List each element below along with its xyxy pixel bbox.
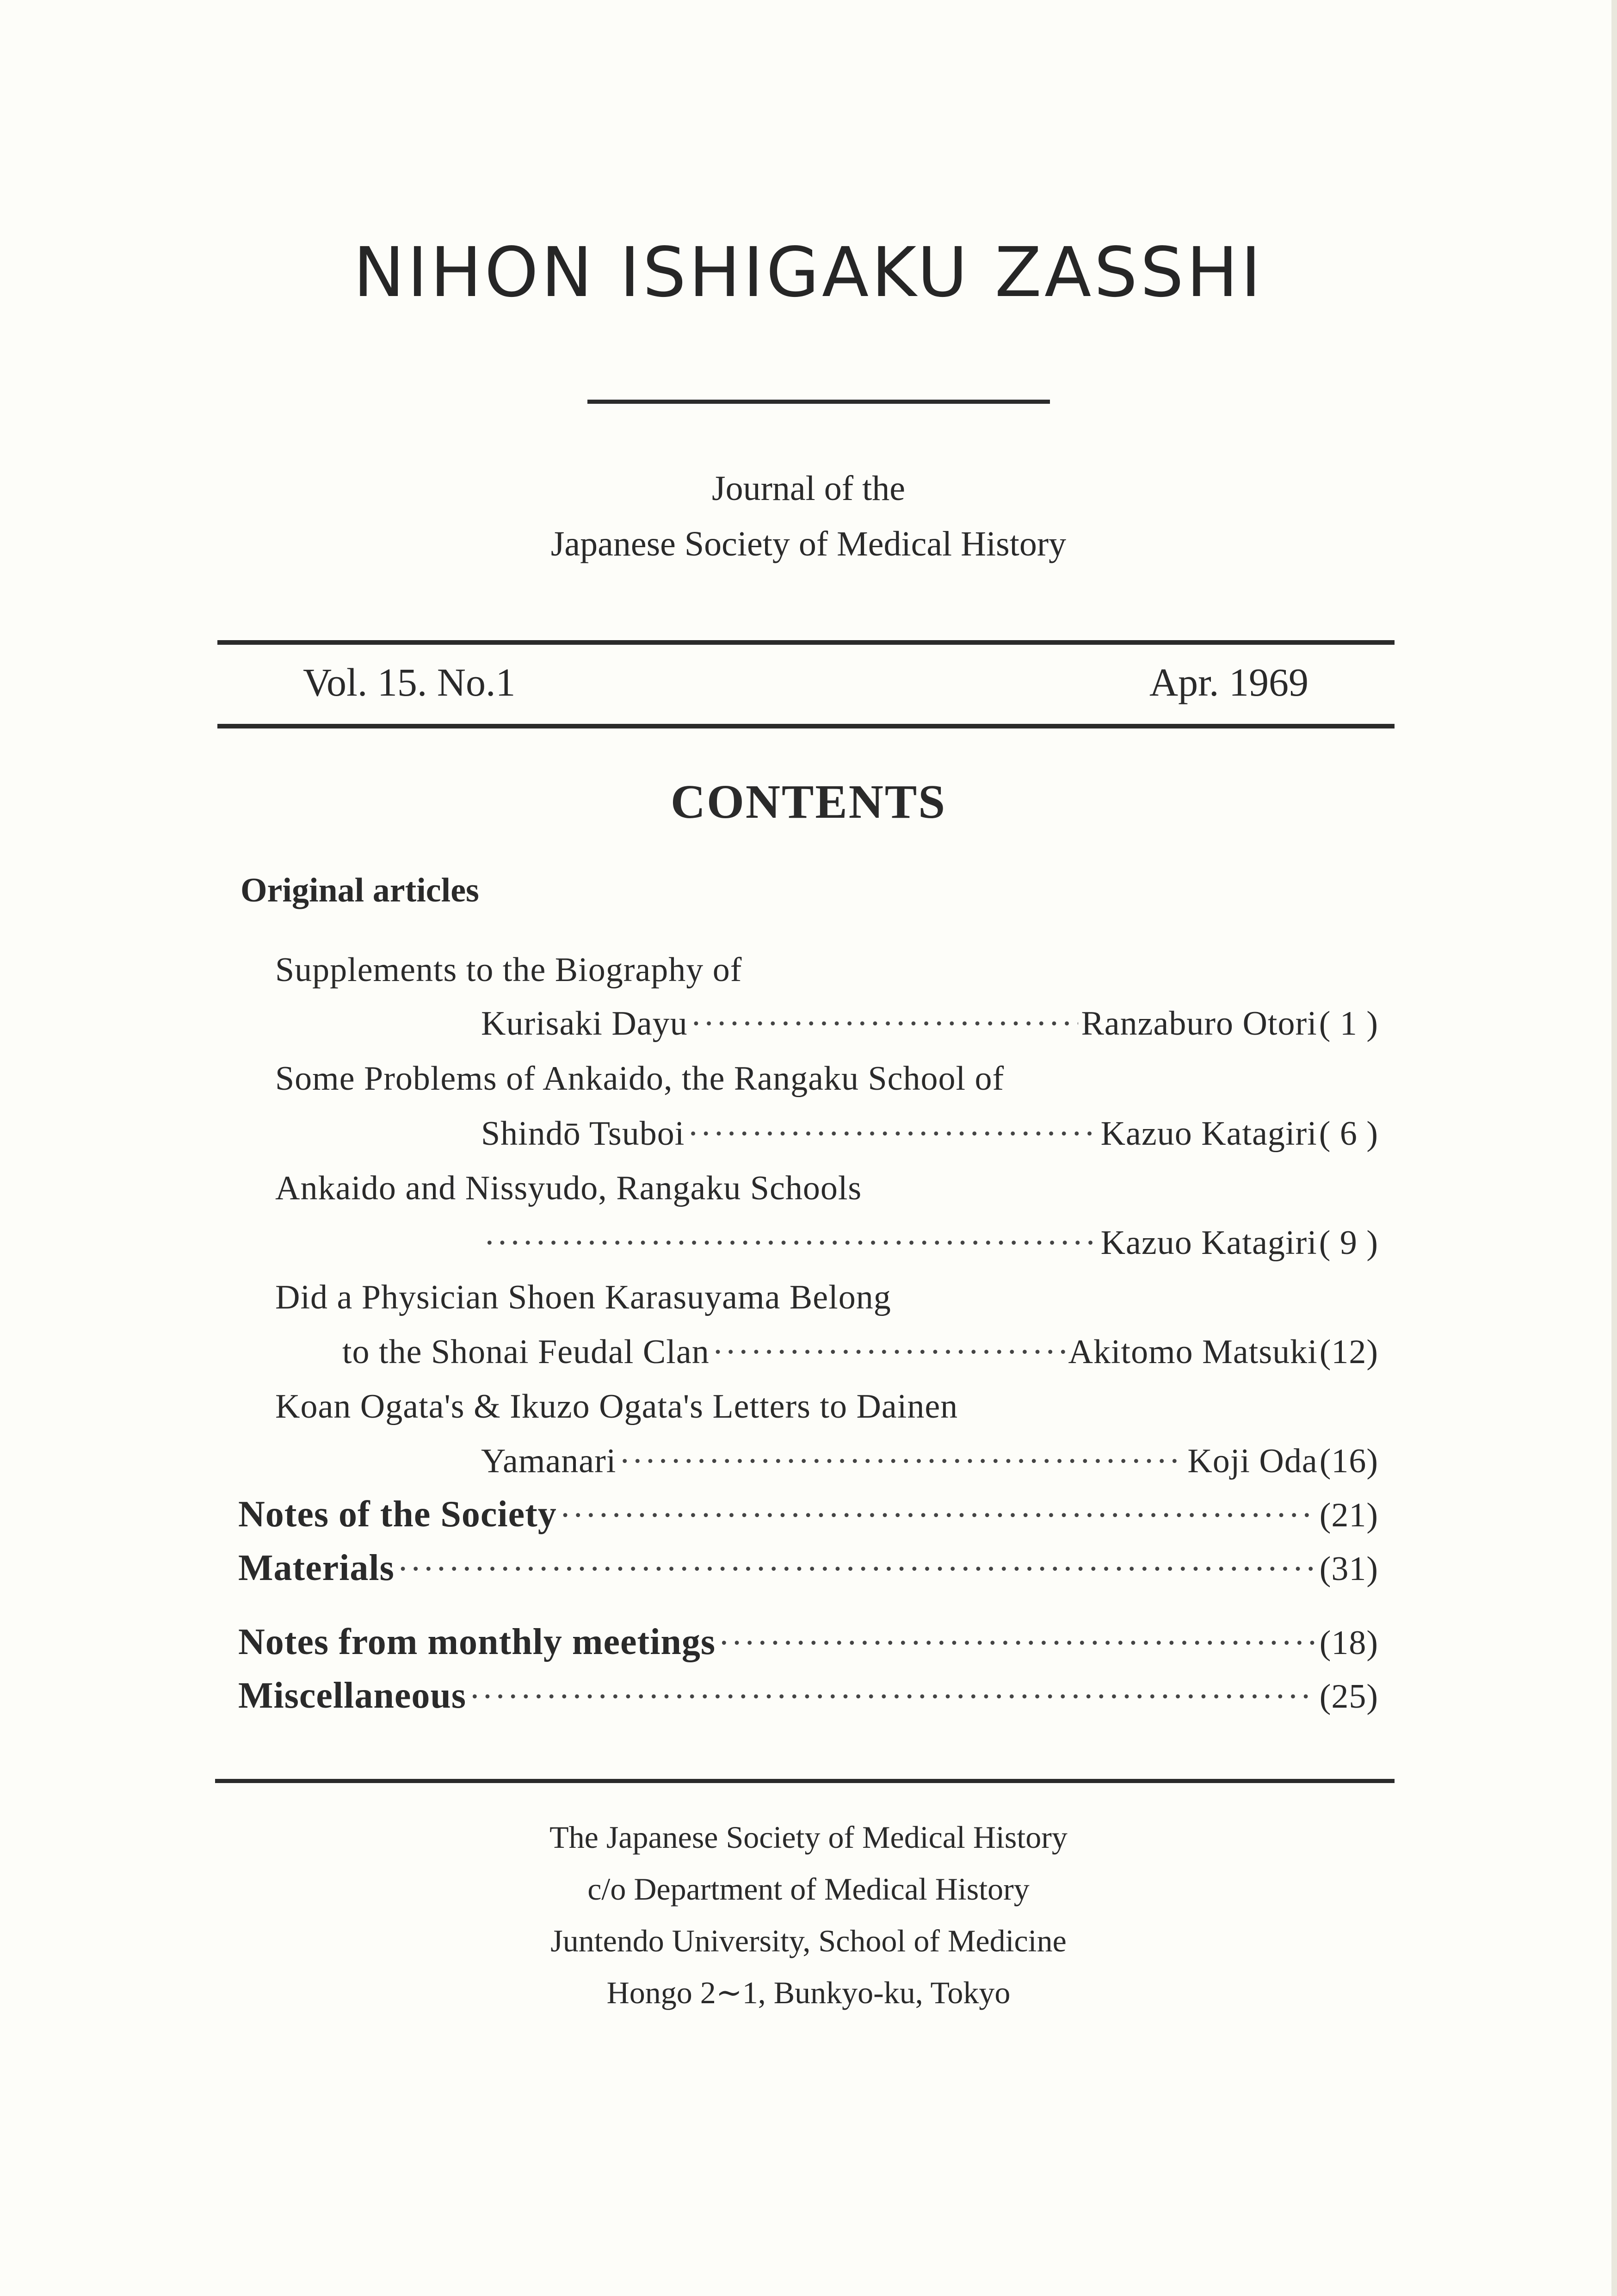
article-title-line2: Shindō Tsuboi xyxy=(481,1115,685,1153)
journal-subtitle-line1: Journal of the xyxy=(712,469,905,508)
dot-leader xyxy=(687,1117,1098,1151)
toc-article-entry xyxy=(481,1117,1378,1158)
toc-section-entry xyxy=(238,1549,1378,1591)
issue-rule-top xyxy=(217,640,1395,645)
publisher-university: Juntendo University, School of Medicine xyxy=(550,1923,1067,1958)
toc-section-entry xyxy=(238,1496,1378,1537)
article-author: Kazuo Katagiri xyxy=(1100,1115,1317,1153)
dot-leader xyxy=(484,1226,1098,1260)
article-page: ( 6 ) xyxy=(1319,1115,1378,1153)
journal-title: NIHON ISHIGAKU ZASSHI xyxy=(353,233,1264,312)
contents-heading: CONTENTS xyxy=(670,775,947,828)
dot-leader xyxy=(469,1679,1315,1714)
toc-article-title xyxy=(275,1062,1004,1103)
article-title-line1: Did a Physician Shoen Karasuyama Belong xyxy=(275,1278,891,1316)
title-divider xyxy=(587,400,1050,404)
toc-article-entry xyxy=(342,1335,1378,1376)
toc-article-entry xyxy=(481,1006,1378,1048)
article-title-line2: Yamanari xyxy=(481,1442,617,1480)
section-label: Notes from monthly meetings xyxy=(238,1622,716,1662)
section-label: Miscellaneous xyxy=(238,1675,466,1716)
toc-article-entry xyxy=(481,1444,1378,1486)
toc-article-title xyxy=(275,1389,958,1431)
dot-leader xyxy=(619,1444,1185,1478)
toc-article-title xyxy=(275,953,742,994)
article-title-line2: Kurisaki Dayu xyxy=(481,1005,688,1043)
article-page: (12) xyxy=(1319,1333,1378,1371)
toc-article-title xyxy=(275,1171,862,1213)
issue-date: Apr. 1969 xyxy=(1149,660,1308,704)
article-author: Ranzaburo Otori xyxy=(1081,1005,1317,1043)
section-heading-original-articles: Original articles xyxy=(241,871,479,909)
article-title-line1: Supplements to the Biography of xyxy=(275,951,742,989)
article-title-line1: Some Problems of Ankaido, the Rangaku School of xyxy=(275,1060,1005,1098)
journal-subtitle-line2: Japanese Society of Medical History xyxy=(550,525,1067,563)
article-page: (16) xyxy=(1319,1442,1378,1480)
article-author: Kazuo Katagiri xyxy=(1100,1224,1317,1262)
dot-leader xyxy=(397,1552,1315,1586)
article-page: ( 9 ) xyxy=(1319,1224,1378,1262)
article-author: Akitomo Matsuki xyxy=(1068,1333,1318,1371)
publisher-address: Hongo 2∼1, Bunkyo-ku, Tokyo xyxy=(606,1975,1011,2010)
footer-rule xyxy=(215,1779,1395,1783)
toc-article-entry xyxy=(481,1226,1378,1267)
dot-leader xyxy=(691,1006,1079,1041)
section-page: (21) xyxy=(1319,1496,1378,1534)
section-label: Materials xyxy=(238,1548,395,1588)
dot-leader xyxy=(712,1335,1066,1369)
issue-volume: Vol. 15. No.1 xyxy=(303,660,516,704)
publisher-name: The Japanese Society of Medical History xyxy=(549,1820,1068,1855)
dot-leader xyxy=(718,1626,1315,1660)
section-label: Notes of the Society xyxy=(238,1494,557,1535)
article-page: ( 1 ) xyxy=(1319,1005,1378,1043)
section-page: (31) xyxy=(1319,1550,1378,1588)
toc-article-title xyxy=(275,1280,891,1322)
article-title-line1: Ankaido and Nissyudo, Rangaku Schools xyxy=(275,1169,862,1207)
article-author: Koji Oda xyxy=(1187,1442,1318,1480)
article-title-line1: Koan Ogata's & Ikuzo Ogata's Letters to Dainen xyxy=(275,1388,958,1426)
dot-leader xyxy=(560,1498,1315,1532)
toc-section-entry xyxy=(238,1677,1378,1719)
article-title-line2: to the Shonai Feudal Clan xyxy=(342,1333,710,1371)
publisher-department: c/o Department of Medical History xyxy=(587,1871,1030,1907)
toc-section-entry xyxy=(238,1623,1378,1665)
section-page: (18) xyxy=(1319,1624,1378,1662)
section-page: (25) xyxy=(1319,1678,1378,1716)
issue-rule-bottom xyxy=(217,724,1395,728)
